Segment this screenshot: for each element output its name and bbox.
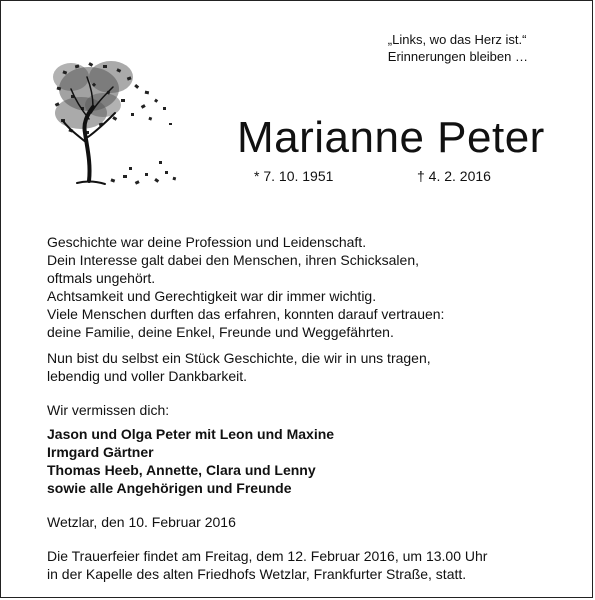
closing — [47, 349, 567, 385]
death-date: † 4. 2. 2016 — [417, 168, 491, 184]
windblown-tree-icon — [41, 43, 186, 193]
quote-line-2: Erinnerungen bleiben … — [387, 49, 528, 64]
poem — [47, 233, 567, 341]
mourners-intro: Wir vermissen dich: — [47, 402, 170, 418]
poem-line: Geschichte war deine Profession und Leidenschaft. — [47, 234, 367, 250]
mourner-name: Irmgard Gärtner — [47, 444, 154, 460]
quote-line-1: „Links, wo das Herz ist.“ — [387, 32, 527, 47]
closing-line: lebendig und voller Dankbarkeit. — [47, 368, 248, 384]
mourner-name: Thomas Heeb, Annette, Clara und Lenny — [47, 462, 316, 478]
birth-date: * 7. 10. 1951 — [254, 168, 334, 184]
funeral-line: in der Kapelle des alten Friedhofs Wetzlar, Frankfurter Straße, statt. — [47, 566, 467, 582]
place-date: Wetzlar, den 10. Februar 2016 — [47, 514, 236, 530]
mourner-name: Jason und Olga Peter mit Leon und Maxine — [47, 426, 335, 442]
poem-line: deine Familie, deine Enkel, Freunde und Weggefährten. — [47, 324, 394, 340]
closing-line: Nun bist du selbst ein Stück Geschichte, die wir in uns tragen, — [47, 350, 431, 366]
deceased-name: Marianne Peter — [237, 113, 545, 162]
poem-line: Viele Menschen durften das erfahren, konnten darauf vertrauen: — [47, 306, 445, 322]
poem-line: Achtsamkeit und Gerechtigkeit war dir immer wichtig. — [47, 288, 377, 304]
mourner-name: sowie alle Angehörigen und Freunde — [47, 480, 292, 496]
notice-body — [47, 233, 567, 583]
quote — [388, 31, 528, 65]
funeral-info — [47, 547, 567, 583]
mourners — [47, 401, 567, 497]
funeral-line: Die Trauerfeier findet am Freitag, dem 12. Februar 2016, um 13.00 Uhr — [47, 548, 488, 564]
poem-line: Dein Interesse galt dabei den Menschen, ihren Schicksalen, — [47, 252, 419, 268]
poem-line: oftmals ungehört. — [47, 270, 156, 286]
